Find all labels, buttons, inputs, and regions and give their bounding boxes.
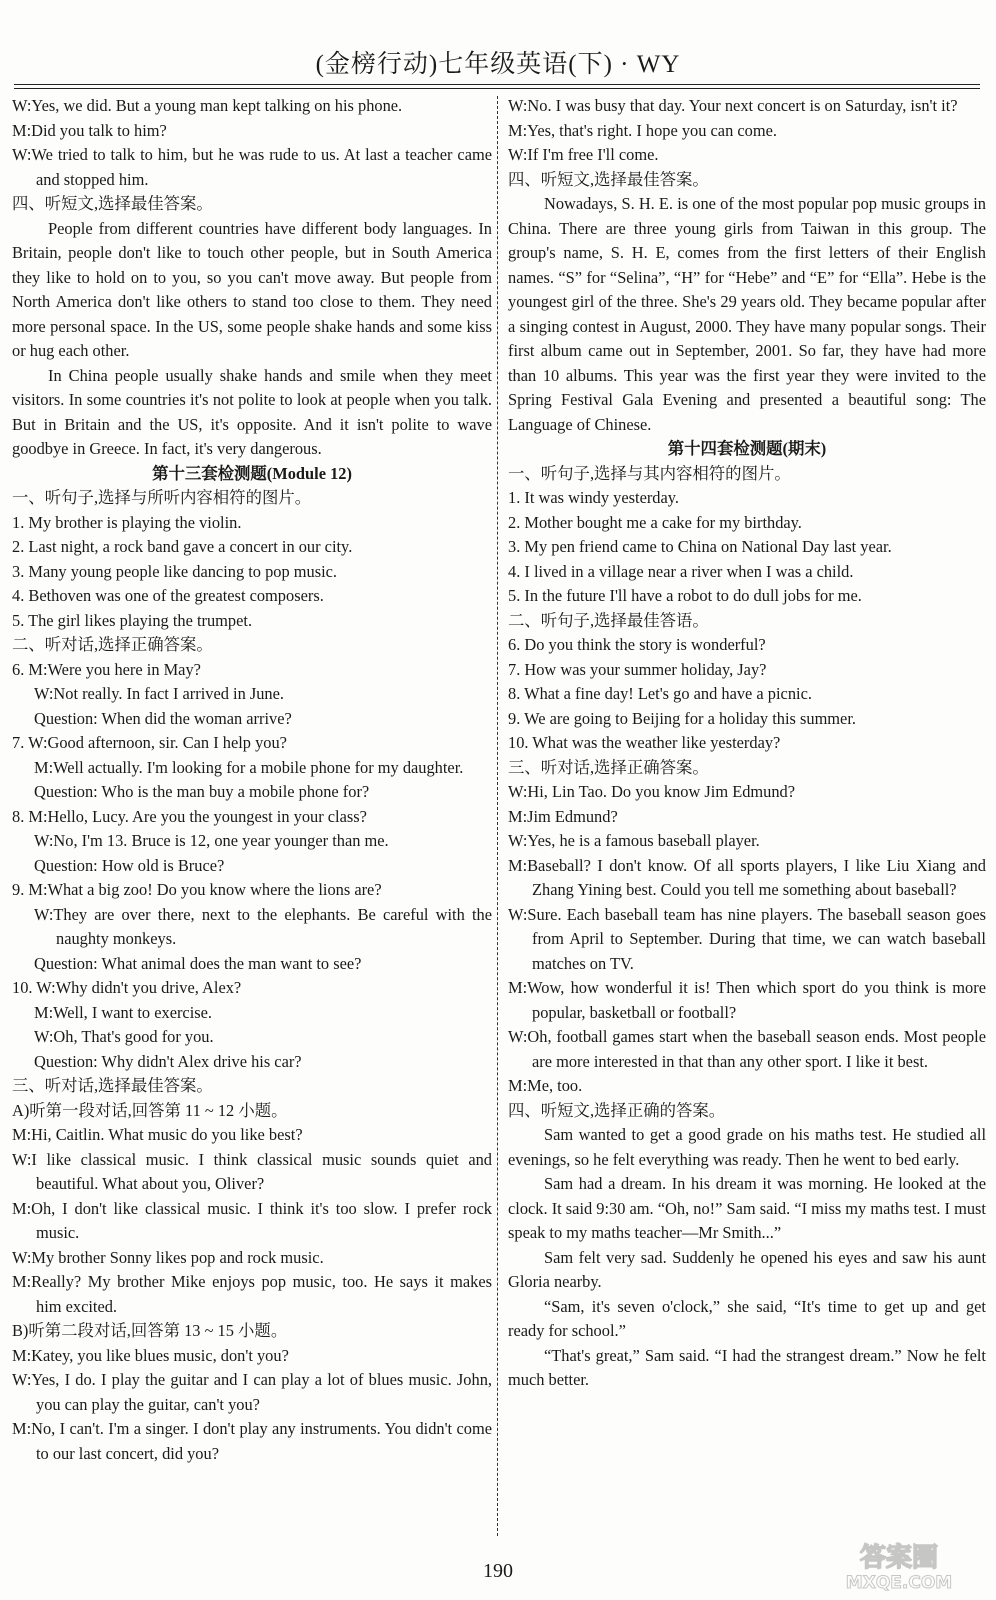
left-line-10: 3. Many young people like dancing to pop music.	[12, 561, 338, 581]
right-line-12: 二、听句子,选择最佳答语。	[508, 610, 709, 630]
left-line-4: People from different countries have different body languages. In Britain, people don't like to touch other people, but in South America they like to hold on to you, so you can't move away. But people from North America don't like others to stand too close to them. They need more personal space. In the US, some people shake hands and some kiss or hug each other.	[12, 218, 492, 360]
left-line-8: 1. My brother is playing the violin.	[12, 512, 242, 532]
left-line-36: M:Really? My brother Mike enjoys pop music, too. He says it makes him excited.	[12, 1272, 492, 1316]
right-line-27: 四、听短文,选择正确的答案。	[508, 1100, 726, 1120]
left-line-18: M:Well actually. I'm looking for a mobile phone for my daughter.	[34, 757, 464, 777]
left-line-31: A)听第一段对话,回答第 11 ~ 12 小题。	[12, 1100, 288, 1120]
right-line-23: W:Sure. Each baseball team has nine players. The baseball season goes from April to September. During that time, we can watch baseball matches on TV.	[508, 904, 986, 973]
left-line-24: W:They are over there, next to the elephants. Be careful with the naughty monkeys.	[34, 904, 492, 948]
right-line-0: W:No. I was busy that day. Your next concert is on Saturday, isn't it?	[508, 96, 958, 115]
right-line-5: 第十四套检测题(期末)	[667, 439, 827, 458]
right-line-14: 7. How was your summer holiday, Jay?	[508, 659, 767, 679]
watermark-line2: MXQE.COM	[845, 1573, 953, 1593]
left-line-40: M:No, I can't. I'm a singer. I don't play any instruments. You didn't come to our last concert, did you?	[12, 1419, 492, 1463]
right-line-20: M:Jim Edmund?	[508, 806, 618, 826]
left-line-17: 7. W:Good afternoon, sir. Can I help you?	[12, 733, 287, 752]
left-line-37: B)听第二段对话,回答第 13 ~ 15 小题。	[12, 1321, 288, 1340]
header-rule-bottom	[14, 88, 980, 89]
left-line-7: 一、听句子,选择与所听内容相符的图片。	[12, 488, 312, 507]
left-line-16: Question: When did the woman arrive?	[34, 708, 292, 728]
right-line-15: 8. What a fine day! Let's go and have a picnic.	[508, 684, 812, 703]
right-line-24: M:Wow, how wonderful it is! Then which sport do you think is more popular, basketball or football?	[508, 978, 986, 1022]
left-line-32: M:Hi, Caitlin. What music do you like best?	[12, 1125, 303, 1144]
right-line-16: 9. We are going to Beijing for a holiday this summer.	[508, 708, 856, 728]
right-line-13: 6. Do you think the story is wonderful?	[508, 635, 766, 654]
right-line-25: W:Oh, football games start when the baseball season ends. Most people are more interested in that than any other sport. I like it best.	[508, 1027, 986, 1071]
right-line-8: 2. Mother bought me a cake for my birthday.	[508, 512, 802, 532]
right-line-31: “Sam, it's seven o'clock,” she said, “It's time to get up and get ready for school.”	[508, 1296, 986, 1340]
left-line-20: 8. M:Hello, Lucy. Are you the youngest in your class?	[12, 806, 367, 826]
left-line-35: W:My brother Sonny likes pop and rock music.	[12, 1247, 324, 1267]
left-line-9: 2. Last night, a rock band gave a concert in our city.	[12, 537, 353, 556]
right-line-21: W:Yes, he is a famous baseball player.	[508, 831, 760, 850]
right-line-28: Sam wanted to get a good grade on his maths test. He studied all evenings, so he felt everything was ready. Then he went to bed early.	[508, 1125, 986, 1169]
left-line-12: 5. The girl likes playing the trumpet.	[12, 610, 253, 630]
right-line-18: 三、听对话,选择正确答案。	[508, 757, 709, 777]
header-rule-top	[14, 84, 980, 85]
left-line-13: 二、听对话,选择正确答案。	[12, 635, 213, 654]
right-line-19: W:Hi, Lin Tao. Do you know Jim Edmund?	[508, 782, 796, 801]
left-line-25: Question: What animal does the man want to see?	[34, 953, 362, 973]
left-line-3: 四、听短文,选择最佳答案。	[12, 194, 213, 213]
page-number: 190	[483, 1560, 513, 1582]
right-line-10: 4. I lived in a village near a river when I was a child.	[508, 561, 854, 581]
left-line-28: W:Oh, That's good for you.	[34, 1027, 214, 1046]
watermark-line1: 答案圈	[859, 1543, 939, 1573]
left-line-26: 10. W:Why didn't you drive, Alex?	[12, 978, 242, 997]
right-line-9: 3. My pen friend came to China on National Day last year.	[508, 537, 892, 556]
left-line-38: M:Katey, you like blues music, don't you?	[12, 1345, 289, 1365]
left-line-29: Question: Why didn't Alex drive his car?	[34, 1051, 302, 1071]
right-line-30: Sam felt very sad. Suddenly he opened his eyes and saw his aunt Gloria nearby.	[508, 1247, 986, 1291]
right-line-1: M:Yes, that's right. I hope you can come.	[508, 120, 777, 140]
left-line-22: Question: How old is Bruce?	[34, 855, 225, 875]
right-line-26: M:Me, too.	[508, 1076, 583, 1095]
right-line-6: 一、听句子,选择与其内容相符的图片。	[508, 463, 791, 483]
left-line-11: 4. Bethoven was one of the greatest composers.	[12, 586, 324, 605]
column-divider	[497, 96, 498, 1536]
right-line-11: 5. In the future I'll have a robot to do dull jobs for me.	[508, 586, 862, 605]
left-line-14: 6. M:Were you here in May?	[12, 659, 201, 679]
right-line-7: 1. It was windy yesterday.	[508, 488, 679, 507]
left-column	[12, 94, 492, 1466]
right-line-29: Sam had a dream. In his dream it was morning. He looked at the clock. It said 9:30 am. “Oh, no!” Sam said. “I miss my maths test. I must speak to my maths teacher—Mr Smith...”	[508, 1174, 986, 1242]
left-line-2: W:We tried to talk to him, but he was rude to us. At last a teacher came and stopped him.	[12, 145, 492, 189]
watermark-logo	[824, 1536, 974, 1594]
right-line-32: “That's great,” Sam said. “I had the strangest dream.” Now he felt much better.	[508, 1345, 986, 1389]
right-line-3: 四、听短文,选择最佳答案。	[508, 169, 709, 189]
left-line-27: M:Well, I want to exercise.	[34, 1002, 213, 1022]
left-line-15: W:Not really. In fact I arrived in June.	[34, 684, 285, 703]
left-line-21: W:No, I'm 13. Bruce is 12, one year younger than me.	[34, 831, 389, 850]
left-line-23: 9. M:What a big zoo! Do you know where the lions are?	[12, 880, 382, 899]
left-line-0: W:Yes, we did. But a young man kept talking on his phone.	[12, 96, 403, 115]
left-line-34: M:Oh, I don't like classical music. I think it's too slow. I prefer rock music.	[12, 1198, 492, 1242]
right-column	[508, 94, 986, 1393]
left-line-33: W:I like classical music. I think classical music sounds quiet and beautiful. What about you, Oliver?	[12, 1149, 492, 1193]
page-header: (金榜行动)七年级英语(下) · WY	[315, 51, 681, 78]
left-line-5: In China people usually shake hands and smile when they meet visitors. In some countries it's not polite to look at people when you talk. But in Britain and the US, it's opposite. And it isn't polite to wave goodbye in Greece. In fact, it's very dangerous.	[12, 365, 492, 458]
left-line-1: M:Did you talk to him?	[12, 120, 167, 140]
left-line-19: Question: Who is the man buy a mobile phone for?	[34, 782, 370, 801]
right-line-4: Nowadays, S. H. E. is one of the most popular pop music groups in China. There are three young girls from Taiwan in this group. The group's name, S. H. E, comes from the first letters of their English names. “S” for “Selina”, “H” for “Hebe” and “E” for “Ella”. Hebe is the youngest girl of the three. She's 29 years old. They became popular after a singing contest in August, 2000. They have many popular songs. Their first album came out in September, 2001. So far, they have had more than 10 albums. This year was the first year they were invited to the Spring Festival Gala Evening and presented a beautiful song: The Language of Chinese.	[508, 194, 986, 434]
right-line-17: 10. What was the weather like yesterday?	[508, 733, 781, 752]
right-line-22: M:Baseball? I don't know. Of all sports players, I like Liu Xiang and Zhang Yining best. Could you tell me something about baseball?	[508, 855, 986, 899]
left-line-30: 三、听对话,选择最佳答案。	[12, 1076, 213, 1095]
left-line-39: W:Yes, I do. I play the guitar and I can play a lot of blues music. John, you can play the guitar, can't you?	[12, 1370, 492, 1414]
left-line-6: 第十三套检测题(Module 12)	[152, 463, 352, 483]
right-line-2: W:If I'm free I'll come.	[508, 145, 659, 164]
